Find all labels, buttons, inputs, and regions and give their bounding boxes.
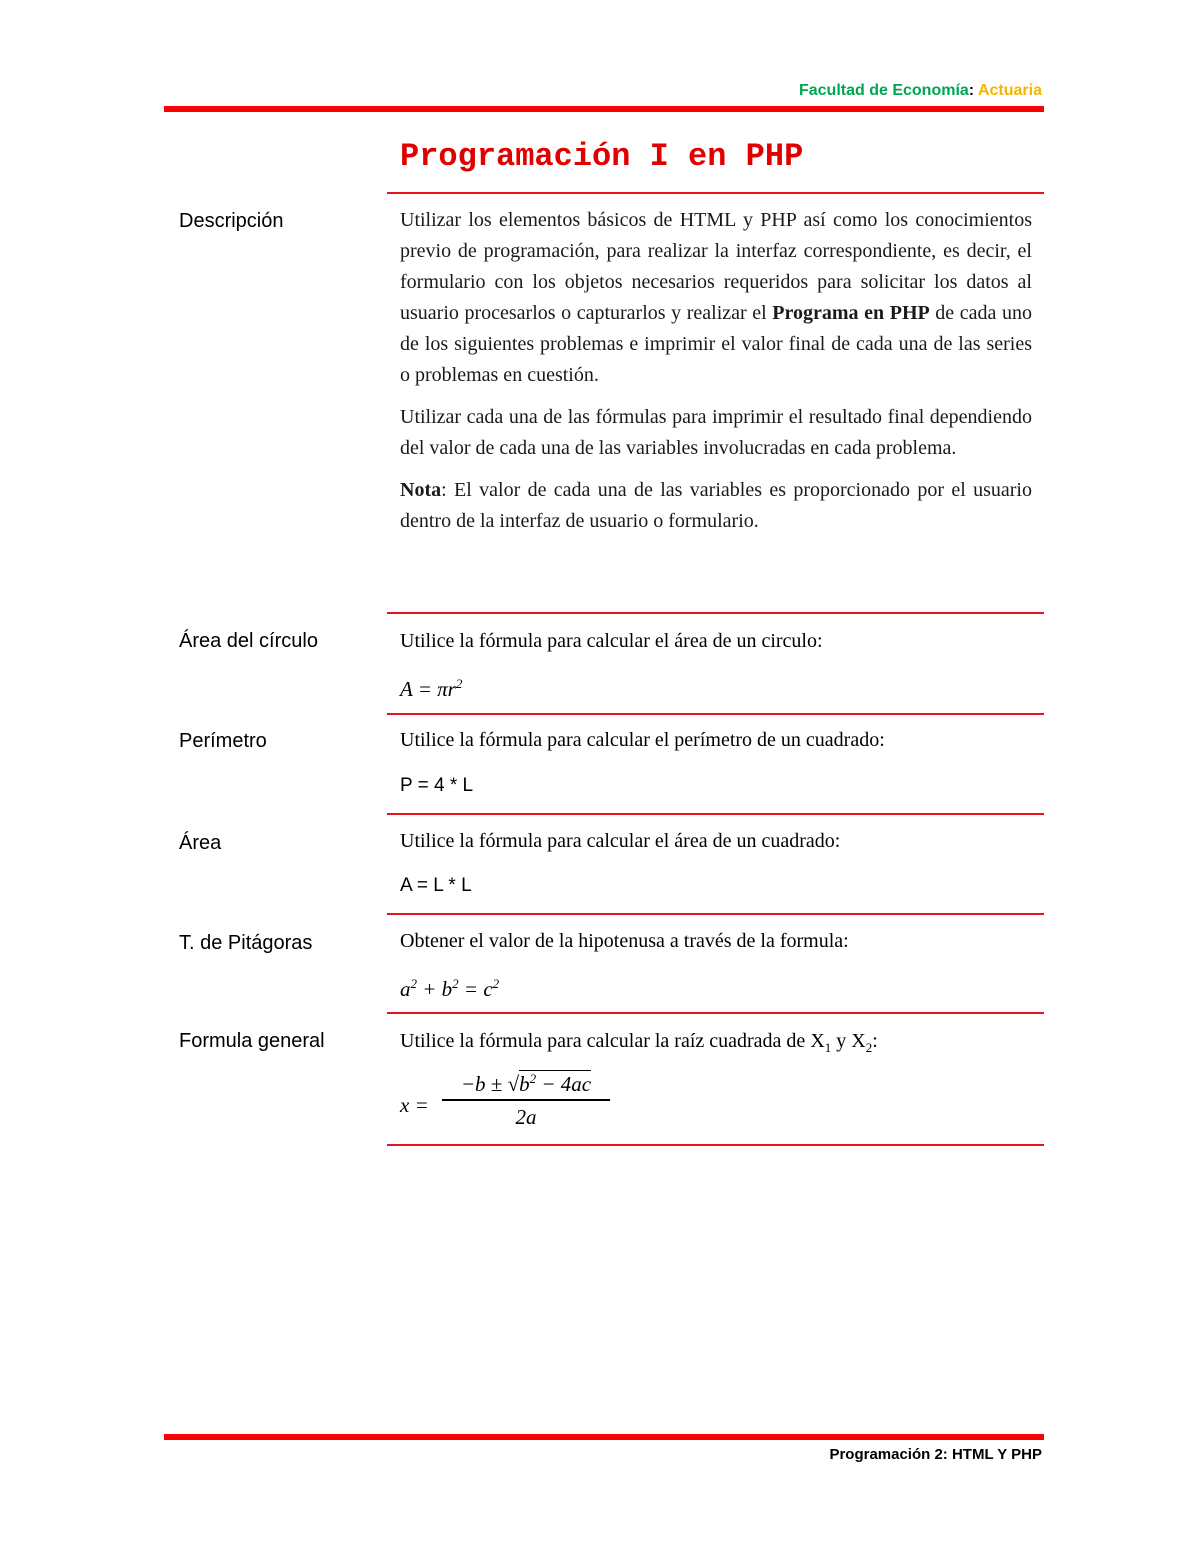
circulo-formula [400, 668, 1032, 706]
nota-text: : El valor de cada una de las variables es proporcionado por el usuario dentro de la interfaz de usuario o formulario. [400, 479, 1032, 532]
divider [387, 612, 1044, 614]
radicand [519, 1070, 591, 1096]
pitagoras-text: Obtener el valor de la hipotenusa a través de la formula: [400, 930, 849, 952]
label-formula-general: Formula general [179, 1030, 325, 1052]
radicand-rest: − 4ac [536, 1072, 592, 1096]
pitagoras-a: a [400, 977, 411, 1001]
descripcion-bold: Programa en PHP [772, 302, 930, 324]
descripcion-paragraph-1 [400, 205, 1032, 391]
circulo-formula-exp: 2 [455, 676, 463, 691]
descripcion-text-a: Utilizar los elementos básicos de HTML y PHP así como los conocimientos previo de programación, para realizar la interfaz correspondiente, es decir, el formulario con los objetos necesarios requeridos para solicitar los datos al usuario procesarlos o capturarlos y realizar el [400, 209, 1032, 324]
circulo-text: Utilice la fórmula para calcular el área de un circulo: [400, 630, 823, 652]
general-text-c: : [872, 1030, 878, 1052]
pitagoras-exp-b: 2 [452, 976, 459, 991]
pitagoras-exp-a: 2 [410, 976, 417, 991]
pitagoras-formula [400, 968, 1032, 1006]
pitagoras-plus-b: + b [417, 977, 453, 1001]
footer-rule [164, 1434, 1044, 1440]
perimetro-formula-text: P = 4 * L [400, 775, 474, 796]
pitagoras-eq-c: = c [458, 977, 493, 1001]
general-text-b: y X [831, 1030, 866, 1052]
label-area: Área [179, 832, 222, 854]
divider [387, 813, 1044, 815]
general-sub2: 2 [865, 1040, 873, 1055]
divider [387, 913, 1044, 915]
header-separator: : [968, 82, 975, 99]
quadratic-denominator: 2a [515, 1105, 537, 1129]
descripcion-nota [400, 475, 1032, 537]
header-program: Actuaria [977, 82, 1042, 99]
header-faculty: Facultad de Economía [798, 82, 969, 99]
label-area-circulo: Área del círculo [179, 630, 318, 652]
label-perimetro: Perímetro [179, 730, 267, 752]
page-footer: Programación 2: HTML Y PHP [829, 1446, 1042, 1463]
quadratic-lhs: x = [400, 1093, 429, 1117]
general-sub1: 1 [824, 1040, 832, 1055]
general-text-a: Utilice la fórmula para calcular la raíz cuadrada de X [400, 1030, 825, 1052]
divider [387, 192, 1044, 194]
quadratic-numerator [442, 1071, 610, 1101]
area-formula [400, 870, 1032, 901]
perimetro-text: Utilice la fórmula para calcular el perímetro de un cuadrado: [400, 729, 885, 751]
circulo-formula-base: A = πr [400, 677, 456, 701]
descripcion-content [400, 205, 1032, 537]
descripcion-paragraph-2: Utilizar cada una de las fórmulas para imprimir el resultado final dependiendo del valor de cada una de las variables involucradas en cada problema. [400, 406, 1032, 459]
perimetro-formula [400, 770, 1032, 801]
label-pitagoras: T. de Pitágoras [179, 932, 313, 954]
header-rule [164, 106, 1044, 112]
label-descripcion: Descripción [179, 210, 284, 232]
numerator-prefix: −b ± √ [460, 1072, 520, 1096]
divider [387, 1012, 1044, 1014]
divider [387, 713, 1044, 715]
area-text: Utilice la fórmula para calcular el área de un cuadrado: [400, 830, 841, 852]
radicand-exp: 2 [529, 1071, 537, 1086]
pitagoras-exp-c: 2 [492, 976, 500, 991]
general-text [400, 1026, 1032, 1063]
quadratic-fraction [442, 1071, 610, 1130]
divider [387, 1144, 1044, 1146]
page-header [799, 82, 1042, 100]
area-formula-text: A = L * L [400, 875, 472, 896]
radicand-b: b [519, 1072, 530, 1096]
nota-label: Nota [400, 479, 442, 501]
page-title: Programación I en PHP [400, 138, 804, 175]
descripcion-text-b: de cada uno de los siguientes problemas e imprimir el valor final de cada una de las series o problemas en cuestión. [400, 302, 1032, 386]
